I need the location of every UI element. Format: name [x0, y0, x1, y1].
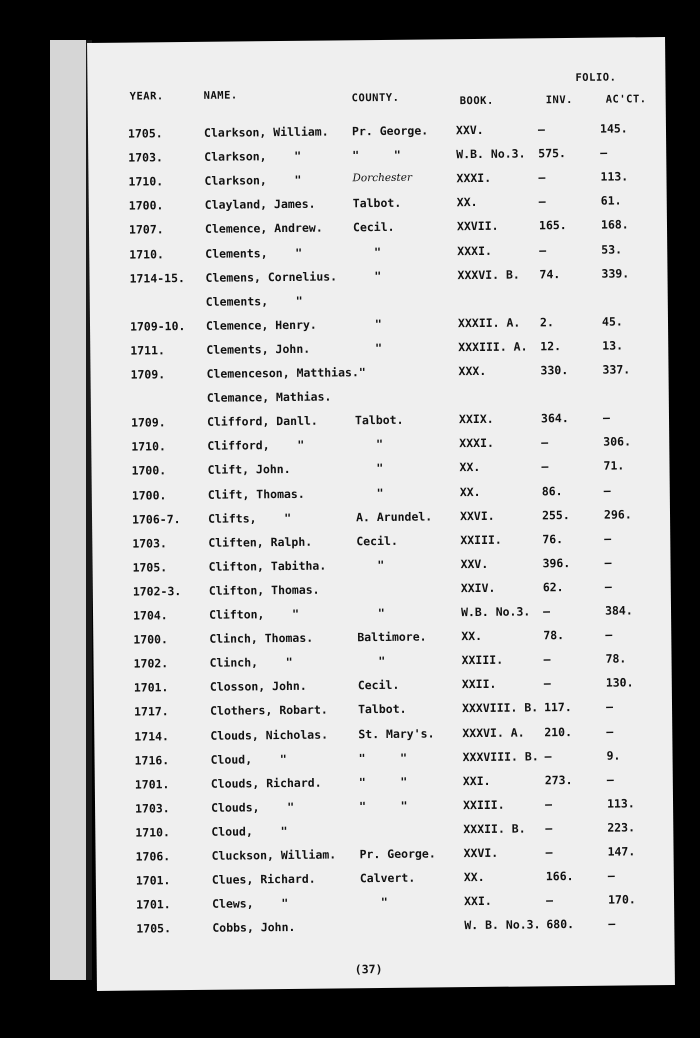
cell-county: " [354, 340, 383, 356]
cell-acct: 61. [600, 193, 622, 208]
cell-book: XXII. [461, 677, 497, 692]
cell-name: Clouds, " [210, 799, 295, 815]
cell-name: Closson, John. [209, 679, 307, 695]
cell-name: Clues, Richard. [211, 871, 316, 887]
cell-acct: 13. [602, 338, 624, 353]
cell-year: 1701. [133, 680, 169, 695]
cell-inv: — [543, 652, 551, 667]
cell-year: 1705. [132, 560, 168, 575]
cell-acct: 339. [601, 265, 630, 281]
header-book: BOOK. [459, 94, 494, 108]
header-acct: AC'CT. [605, 93, 647, 106]
cell-inv: 76. [542, 531, 564, 546]
cell-name: Clements, " [205, 245, 303, 261]
cell-inv: — [542, 604, 551, 619]
cell-county: " [353, 316, 382, 332]
cell-year: 1702. [133, 656, 169, 671]
cell-book: XXV. [460, 556, 489, 571]
cell-name: Cobbs, John. [212, 920, 296, 936]
cell-name: Clothers, Robart. [209, 702, 328, 719]
cell-year: 1709. [130, 367, 166, 382]
cell-county: Cecil. [352, 220, 395, 235]
cell-county: Talbot. [357, 702, 407, 717]
cell-acct: 9. [606, 748, 621, 763]
cell-name: Clift, John. [207, 462, 291, 478]
cell-name: Clifts, " [207, 510, 292, 526]
cell-inv: 166. [545, 869, 574, 884]
cell-name: Clemance, Mathias. [206, 389, 332, 405]
cell-book: W.B. No.3. [460, 604, 531, 620]
cell-book: W.B. No.3. [456, 146, 526, 162]
cell-year: 1703. [134, 801, 170, 816]
cell-year: 1714. [134, 728, 170, 744]
cell-book: XXXVI. A. [462, 725, 525, 740]
cell-acct: — [600, 145, 608, 160]
cell-name: Clarkson, " [204, 148, 302, 164]
cell-acct: — [604, 579, 612, 594]
cell-book: XXVI. [463, 845, 499, 861]
cell-inv: — [541, 435, 549, 450]
cell-inv: — [541, 459, 549, 474]
cell-year: 1717. [133, 704, 169, 719]
cell-county: " [355, 461, 384, 476]
cell-year: 1710. [131, 439, 166, 454]
cell-inv: 680. [546, 917, 575, 932]
cell-book: XXV. [455, 122, 484, 138]
header-county: COUNTY. [351, 91, 400, 105]
cell-inv: 364. [540, 411, 569, 426]
cell-book: XXXI. [456, 171, 492, 186]
cell-acct: 147. [607, 844, 636, 859]
cell-name: Clinch, Thomas. [209, 630, 314, 646]
cell-county: " [353, 244, 382, 259]
cell-name: Clemence, Henry. [205, 317, 317, 333]
cell-inv: 273. [544, 772, 573, 787]
cell-county: " " [358, 750, 408, 765]
cell-acct: — [606, 724, 614, 739]
cell-name: Clemence, Andrew. [204, 220, 323, 237]
cell-name: Cloud, " [210, 751, 287, 767]
cell-acct: 78. [605, 651, 627, 666]
cell-county: Dorchester [352, 171, 413, 185]
cell-acct: 53. [601, 241, 623, 257]
cell-year: 1710. [128, 174, 164, 189]
cell-year: 1707. [128, 222, 164, 238]
cell-inv: 396. [542, 555, 571, 571]
table-row [96, 916, 674, 946]
cell-book: W. B. No.3. [464, 917, 541, 933]
cell-book: XXIV. [460, 580, 496, 596]
cell-year: 1701. [136, 897, 171, 912]
cell-county: Baltimore. [357, 629, 427, 645]
cell-county: " [359, 895, 388, 910]
header-folio: FOLIO. [575, 71, 617, 84]
cell-name: Clinch, " [209, 655, 293, 670]
cell-inv: — [544, 797, 553, 812]
cell-year: 1700. [128, 198, 164, 213]
cell-book: XXVI. [459, 508, 495, 523]
cell-book: XXIII. [460, 532, 502, 547]
cell-acct: — [603, 483, 611, 498]
cell-inv: — [544, 748, 552, 763]
cell-county: Talbot. [352, 196, 402, 211]
header-year: YEAR. [129, 90, 164, 103]
cell-county: Talbot. [354, 412, 404, 428]
cell-year: 1700. [131, 463, 167, 479]
cell-year: 1711. [130, 343, 165, 358]
cell-year: 1701. [135, 873, 171, 888]
cell-county: " [357, 654, 386, 669]
cell-year: 1716. [134, 752, 170, 768]
cell-book: XXIII. [462, 797, 505, 812]
cell-acct: — [604, 555, 612, 570]
cell-year: 1710. [135, 825, 171, 840]
cell-year: 1700. [131, 487, 167, 503]
cell-year: 1703. [128, 150, 163, 165]
cell-year: 1710. [129, 246, 164, 262]
cell-inv: 255. [541, 507, 570, 522]
cell-book: XX. [459, 484, 481, 499]
cell-inv: 210. [544, 724, 573, 739]
cell-book: XXXVI. B. [457, 267, 520, 282]
cell-acct: 296. [603, 506, 632, 522]
cell-acct: 45. [601, 314, 623, 329]
cell-county: " [356, 605, 385, 621]
cell-name: Clifford, " [207, 438, 305, 454]
cell-name: Clifton, Thomas. [208, 582, 320, 598]
cell-year: 1709. [130, 415, 166, 430]
cell-county: " [355, 485, 384, 500]
cell-acct: 168. [600, 217, 629, 233]
cell-county: " [356, 557, 385, 573]
cell-book: XXXI. [457, 243, 492, 258]
cell-name: Clarkson, " [204, 173, 302, 189]
cell-name: Clift, Thomas. [207, 486, 305, 502]
cell-inv: — [539, 242, 547, 257]
cell-acct: 337. [602, 362, 631, 377]
cell-inv: — [545, 845, 553, 860]
cell-county: St. Mary's. [358, 725, 435, 741]
cell-acct: — [604, 531, 612, 546]
cell-book: XXVII. [456, 219, 499, 234]
cell-book: XXIX. [458, 412, 494, 427]
cell-acct: — [607, 868, 615, 883]
cell-county: " [353, 268, 382, 283]
cell-county: Calvert. [359, 870, 416, 886]
cell-name: Clews, " [212, 896, 289, 911]
cell-name: Clifton, Tabitha. [208, 558, 327, 574]
cell-book: XXI. [462, 773, 491, 788]
cell-name: Clayland, James. [204, 196, 316, 213]
cell-acct: 113. [600, 169, 629, 184]
cell-county: Pr. George. [359, 846, 436, 862]
cell-inv: — [545, 821, 553, 836]
cell-book: XXXVIII. B. [461, 700, 539, 716]
cell-book: XXXIII. A. [458, 339, 528, 355]
cell-name: Clements, " [205, 293, 303, 309]
cell-acct: 113. [606, 796, 635, 811]
cell-name: Clouds, Richard. [210, 775, 322, 791]
cell-acct: 223. [607, 820, 636, 835]
cell-county: Cecil. [357, 678, 400, 693]
cell-acct: — [605, 627, 613, 642]
cell-county: A. Arundel. [355, 509, 433, 524]
cell-year: 1701. [134, 776, 170, 792]
cell-year: 1706. [135, 849, 171, 864]
cell-name: Clifton, " [208, 606, 300, 622]
book-binding-edge [50, 40, 92, 980]
cell-inv: 2. [539, 314, 554, 330]
cell-acct: 384. [604, 603, 633, 618]
cell-year: 1709-10. [129, 318, 186, 334]
cell-inv: — [545, 893, 554, 908]
cell-year: 1702-3. [132, 583, 182, 599]
cell-inv: 165. [538, 218, 567, 233]
cell-county: " " [358, 774, 408, 789]
header-inv: INV. [545, 93, 574, 107]
cell-name: Cluckson, William. [211, 847, 337, 863]
cell-inv: — [538, 170, 546, 185]
cell-name: Clemenceson, Matthias." [206, 365, 366, 381]
cell-county: Cecil. [356, 533, 398, 548]
cell-book: XXXII. A. [457, 315, 521, 330]
cell-inv: 575. [538, 146, 567, 161]
cell-name: Clouds, Nicholas. [210, 727, 329, 743]
cell-book: XX. [456, 195, 478, 210]
cell-year: 1705. [136, 921, 172, 936]
cell-year: 1714-15. [129, 270, 185, 286]
header-name: NAME. [203, 89, 238, 102]
cell-name: Clemens, Cornelius. [205, 269, 338, 285]
cell-year: 1705. [127, 126, 163, 141]
cell-inv: 78. [543, 628, 565, 643]
cell-acct: 71. [603, 458, 625, 474]
cell-name: Cloud, " [211, 823, 288, 839]
cell-book: XX. [463, 870, 485, 885]
cell-name: Cliften, Ralph. [208, 534, 313, 550]
cell-year: 1700. [133, 632, 168, 647]
cell-book: XXXI. [459, 436, 494, 451]
cell-book: XXI. [463, 894, 492, 909]
cell-acct: — [608, 916, 616, 931]
cell-inv: 330. [540, 363, 569, 378]
cell-year: 1704. [132, 608, 168, 623]
cell-book: XXXII. B. [463, 821, 526, 837]
ledger-page [87, 37, 675, 991]
cell-name: Clifford, Danll. [206, 413, 318, 430]
cell-book: XXIII. [461, 652, 504, 668]
cell-inv: 86. [541, 483, 563, 498]
cell-inv: 117. [543, 700, 572, 715]
page-number: (37) [354, 962, 383, 977]
cell-acct: 145. [599, 121, 628, 136]
cell-county: " [355, 437, 384, 452]
cell-inv: — [538, 194, 546, 209]
cell-year: 1706-7. [131, 511, 181, 527]
cell-book: XXX. [458, 363, 487, 379]
cell-inv: — [543, 676, 551, 691]
cell-inv: 62. [542, 579, 564, 595]
cell-acct: 306. [603, 434, 632, 449]
cell-book: XX. [461, 629, 483, 644]
cell-acct: — [605, 699, 614, 715]
cell-acct: — [602, 410, 611, 425]
cell-county: " " [352, 147, 401, 163]
cell-book: XX. [459, 460, 481, 475]
cell-name: Clements, John. [206, 341, 311, 357]
cell-acct: — [606, 772, 614, 787]
cell-county: " " [358, 798, 408, 814]
cell-inv: 12. [540, 338, 562, 354]
cell-inv: — [537, 122, 545, 137]
cell-acct: 130. [605, 675, 634, 690]
cell-book: XXXVIII. B. [462, 748, 539, 764]
cell-year: 1703. [132, 535, 167, 551]
cell-county: Pr. George. [351, 123, 429, 139]
cell-acct: 170. [607, 892, 636, 907]
cell-inv: 74. [539, 266, 561, 281]
cell-name: Clarkson, William. [203, 124, 329, 140]
